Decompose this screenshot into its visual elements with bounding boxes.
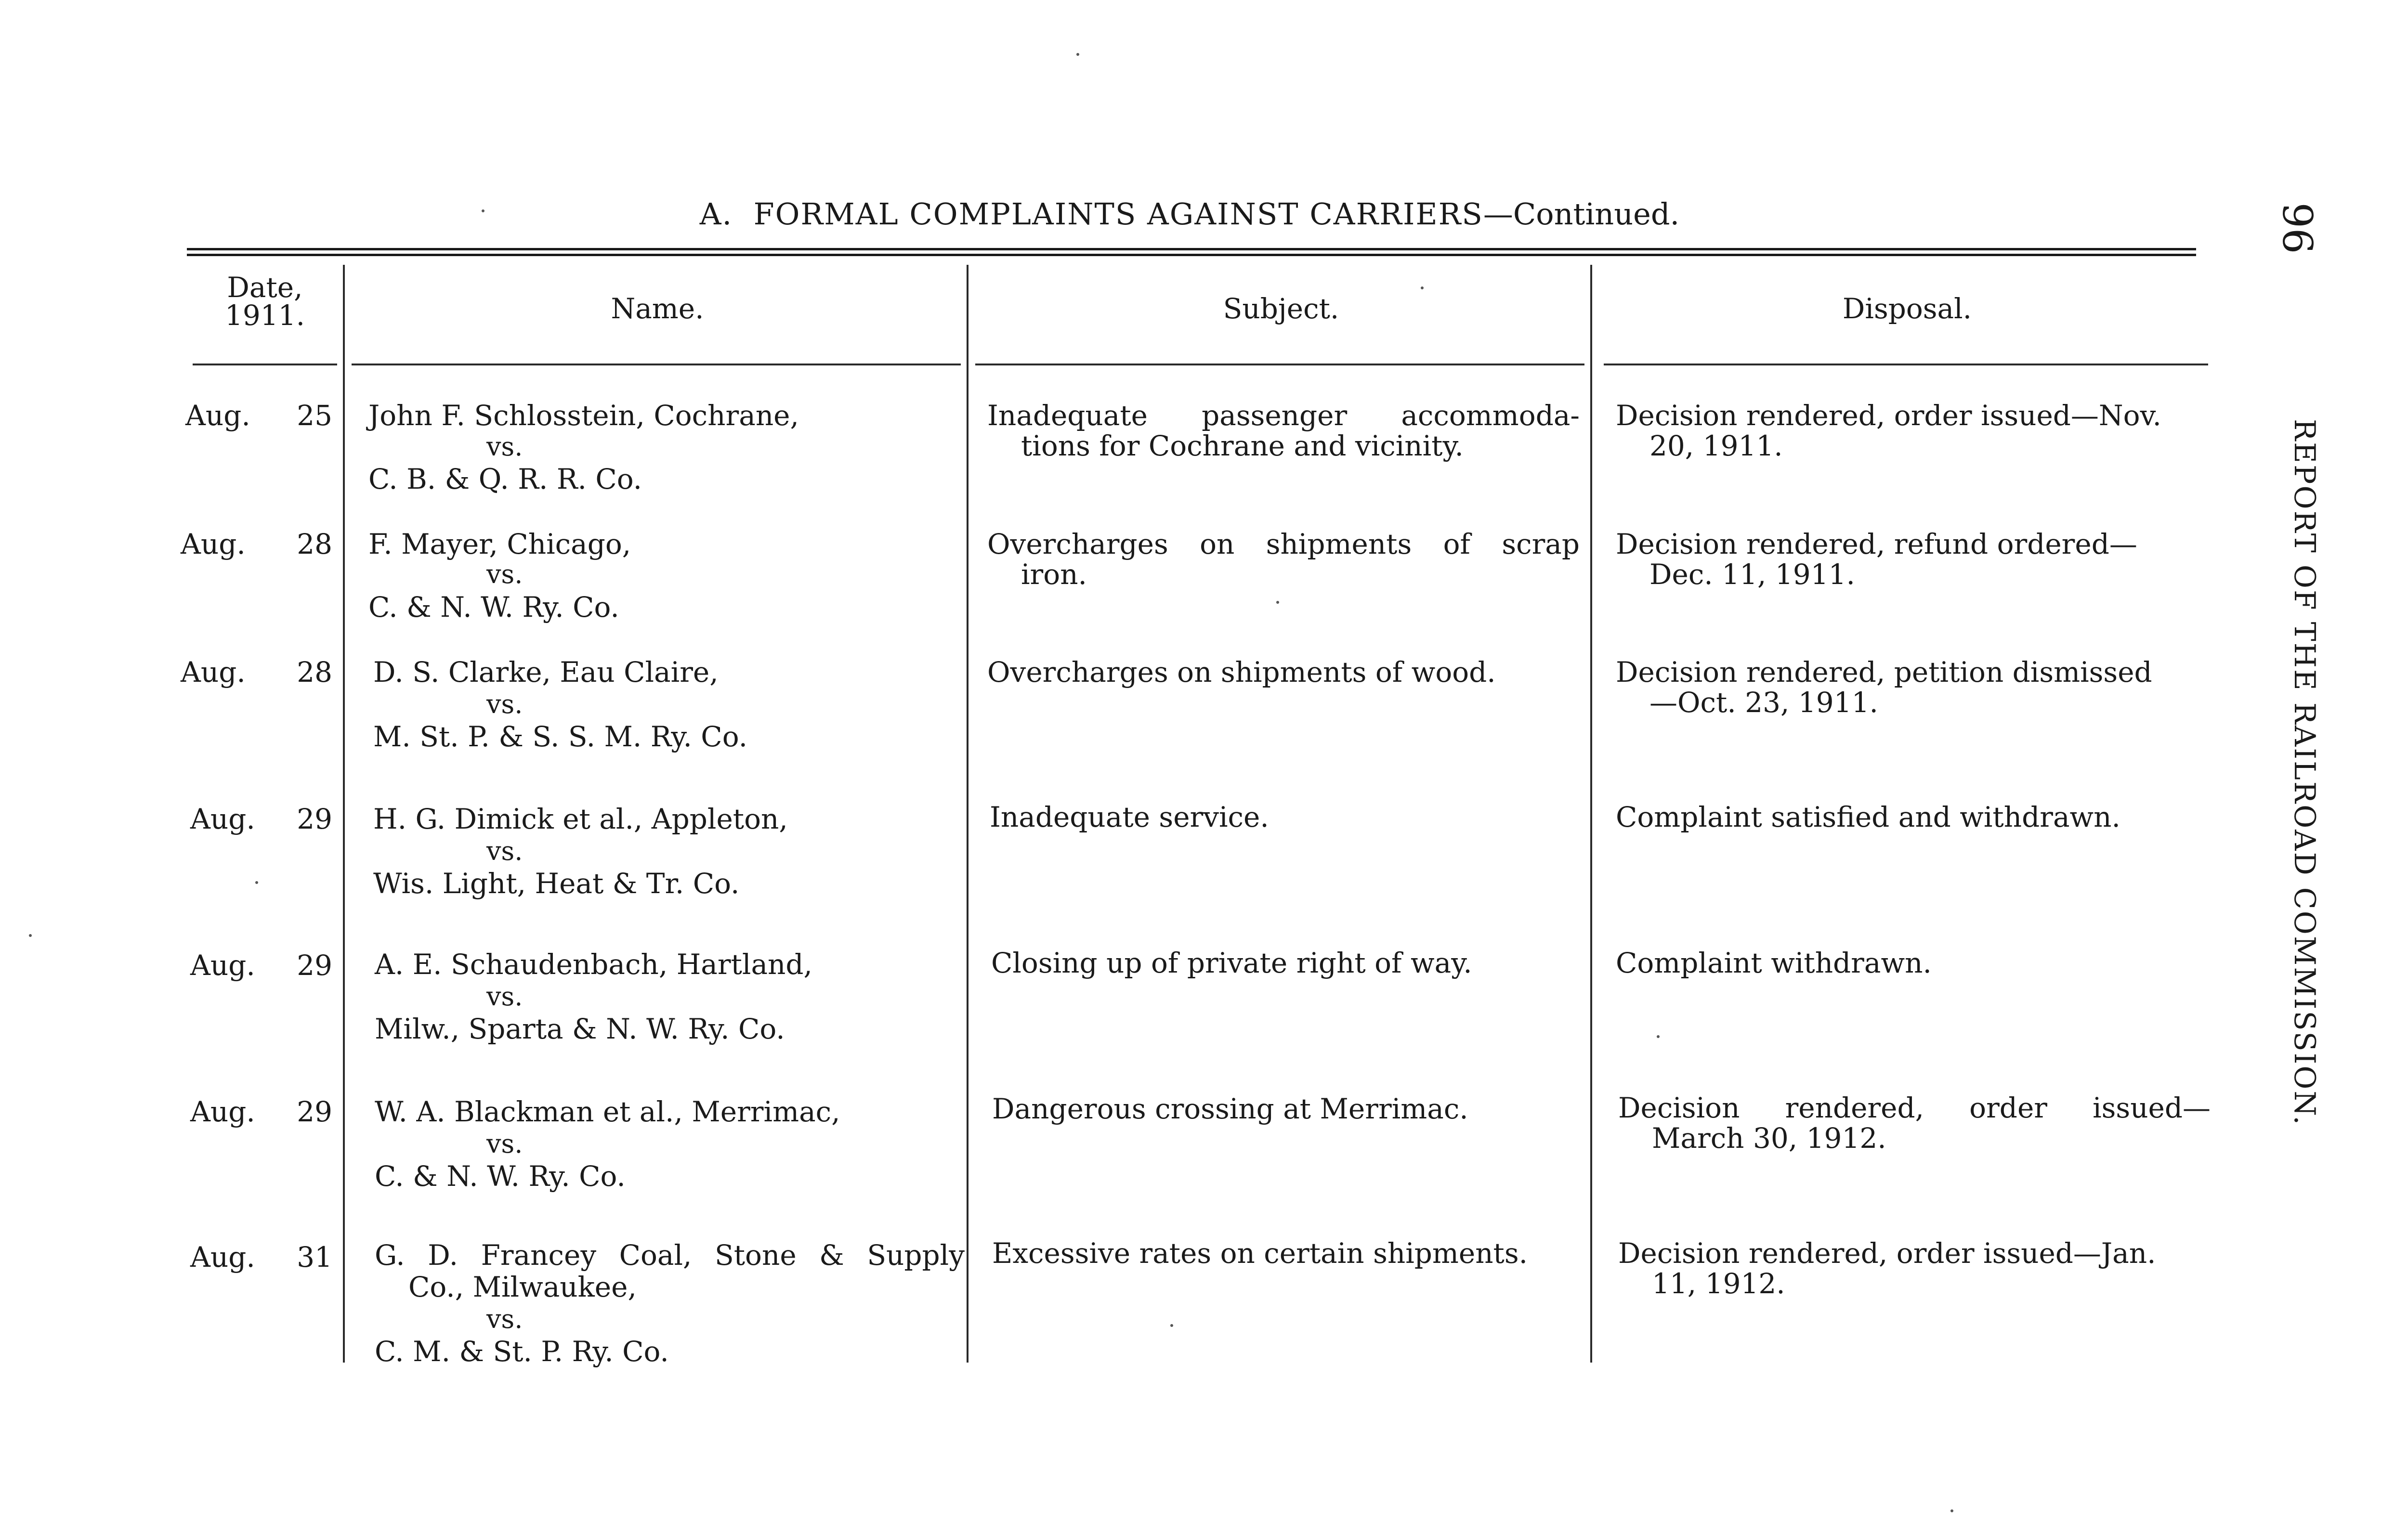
date-day: 29 xyxy=(297,803,332,835)
disposal-line: Complaint withdrawn. xyxy=(1616,947,1932,979)
header-rule xyxy=(975,364,1584,365)
date-day: 25 xyxy=(297,399,332,432)
date-month: Aug. xyxy=(190,803,255,835)
subject-line: Closing up of private right of way. xyxy=(991,947,1472,979)
date-day: 29 xyxy=(297,949,332,982)
versus-label: vs. xyxy=(486,1304,523,1334)
subject-line: Inadequate service. xyxy=(990,801,1269,833)
date-day: 28 xyxy=(297,528,332,560)
column-header-subject: Subject. xyxy=(1223,292,1339,325)
respondent: Wis. Light, Heat & Tr. Co. xyxy=(373,867,740,900)
section-letter: A. xyxy=(699,196,733,232)
disposal-line: Decision rendered, refund ordered— xyxy=(1616,528,2137,560)
column-divider xyxy=(967,265,968,1363)
scan-speck xyxy=(1657,1035,1660,1038)
date-header-year: 1911. xyxy=(224,299,305,332)
scan-speck xyxy=(482,209,484,212)
versus-label: vs. xyxy=(486,689,523,719)
respondent: C. & N. W. Ry. Co. xyxy=(375,1160,626,1193)
date-month: Aug. xyxy=(190,1095,255,1128)
disposal-line: Decision rendered, order issued— xyxy=(1618,1091,2211,1124)
header-rule xyxy=(193,364,337,365)
column-header-date xyxy=(193,271,337,332)
subject-line: Overcharges on shipments of scrap xyxy=(987,528,1580,560)
respondent: M. St. P. & S. S. M. Ry. Co. xyxy=(373,720,748,753)
complainant: A. E. Schaudenbach, Hartland, xyxy=(375,948,812,981)
complainant: D. S. Clarke, Eau Claire, xyxy=(373,656,719,689)
date-month: Aug. xyxy=(190,949,255,982)
subject-line: Excessive rates on certain shipments. xyxy=(992,1237,1528,1270)
column-divider xyxy=(1590,265,1592,1363)
versus-label: vs. xyxy=(486,981,523,1012)
disposal-line: Complaint satisfied and withdrawn. xyxy=(1616,801,2120,833)
disposal-line: 20, 1911. xyxy=(1649,429,1783,462)
disposal-line: March 30, 1912. xyxy=(1652,1122,1886,1155)
complainant: G. D. Francey Coal, Stone & Supply xyxy=(375,1239,965,1272)
complainant: John F. Schlosstein, Cochrane, xyxy=(368,399,799,432)
column-header-name: Name. xyxy=(611,292,704,325)
scan-speck xyxy=(29,934,32,937)
versus-label: vs. xyxy=(486,836,523,866)
disposal-line: Dec. 11, 1911. xyxy=(1649,558,1855,591)
respondent: Milw., Sparta & N. W. Ry. Co. xyxy=(375,1013,785,1045)
side-title: REPORT OF THE RAILROAD COMMISSION. xyxy=(2288,419,2321,1127)
subject-line: tions for Cochrane and vicinity. xyxy=(1021,429,1464,462)
subject-line: Dangerous crossing at Merrimac. xyxy=(992,1092,1468,1125)
section-title: FORMAL COMPLAINTS AGAINST CARRIERS xyxy=(753,196,1483,232)
disposal-line: 11, 1912. xyxy=(1652,1267,1785,1300)
page-number: 96 xyxy=(2274,202,2321,254)
versus-label: vs. xyxy=(486,1129,523,1159)
complainant-continued: Co., Milwaukee, xyxy=(408,1271,637,1303)
column-divider xyxy=(343,265,345,1363)
date-month: Aug. xyxy=(181,528,246,560)
date-month: Aug. xyxy=(185,399,250,432)
complainant: F. Mayer, Chicago, xyxy=(368,528,631,560)
subject-line: Inadequate passenger accommoda- xyxy=(987,399,1580,432)
versus-label: vs. xyxy=(486,559,523,589)
header-rule xyxy=(1604,364,2208,365)
disposal-line: Decision rendered, petition dismissed xyxy=(1616,656,2152,689)
date-day: 28 xyxy=(297,656,332,689)
running-head xyxy=(183,196,2196,232)
complainant: H. G. Dimick et al., Appleton, xyxy=(373,803,788,835)
subject-line: iron. xyxy=(1021,558,1087,591)
respondent: C. B. & Q. R. R. Co. xyxy=(368,463,642,495)
scan-speck xyxy=(1076,53,1079,56)
scan-speck xyxy=(1276,601,1279,604)
scan-speck xyxy=(1421,286,1424,289)
scan-speck xyxy=(255,881,258,884)
respondent: C. M. & St. P. Ry. Co. xyxy=(375,1335,669,1368)
date-month: Aug. xyxy=(190,1241,255,1273)
scan-speck xyxy=(1170,1324,1173,1327)
continued-label: —Continued. xyxy=(1483,196,1680,232)
top-rule-2 xyxy=(187,254,2196,256)
top-rule xyxy=(187,248,2196,250)
header-rule xyxy=(352,364,961,365)
scan-speck xyxy=(1950,1509,1953,1512)
disposal-line: Decision rendered, order issued—Jan. xyxy=(1618,1237,2156,1270)
disposal-line: Decision rendered, order issued—Nov. xyxy=(1616,399,2161,432)
date-month: Aug. xyxy=(181,656,246,689)
date-day: 31 xyxy=(297,1241,332,1273)
disposal-line: —Oct. 23, 1911. xyxy=(1649,686,1878,719)
date-day: 29 xyxy=(297,1095,332,1128)
versus-label: vs. xyxy=(486,431,523,462)
subject-line: Overcharges on shipments of wood. xyxy=(987,656,1496,689)
complainant: W. A. Blackman et al., Merrimac, xyxy=(375,1095,840,1128)
respondent: C. & N. W. Ry. Co. xyxy=(368,591,619,624)
column-header-disposal: Disposal. xyxy=(1842,292,1972,325)
date-header-label: Date, xyxy=(227,271,303,304)
